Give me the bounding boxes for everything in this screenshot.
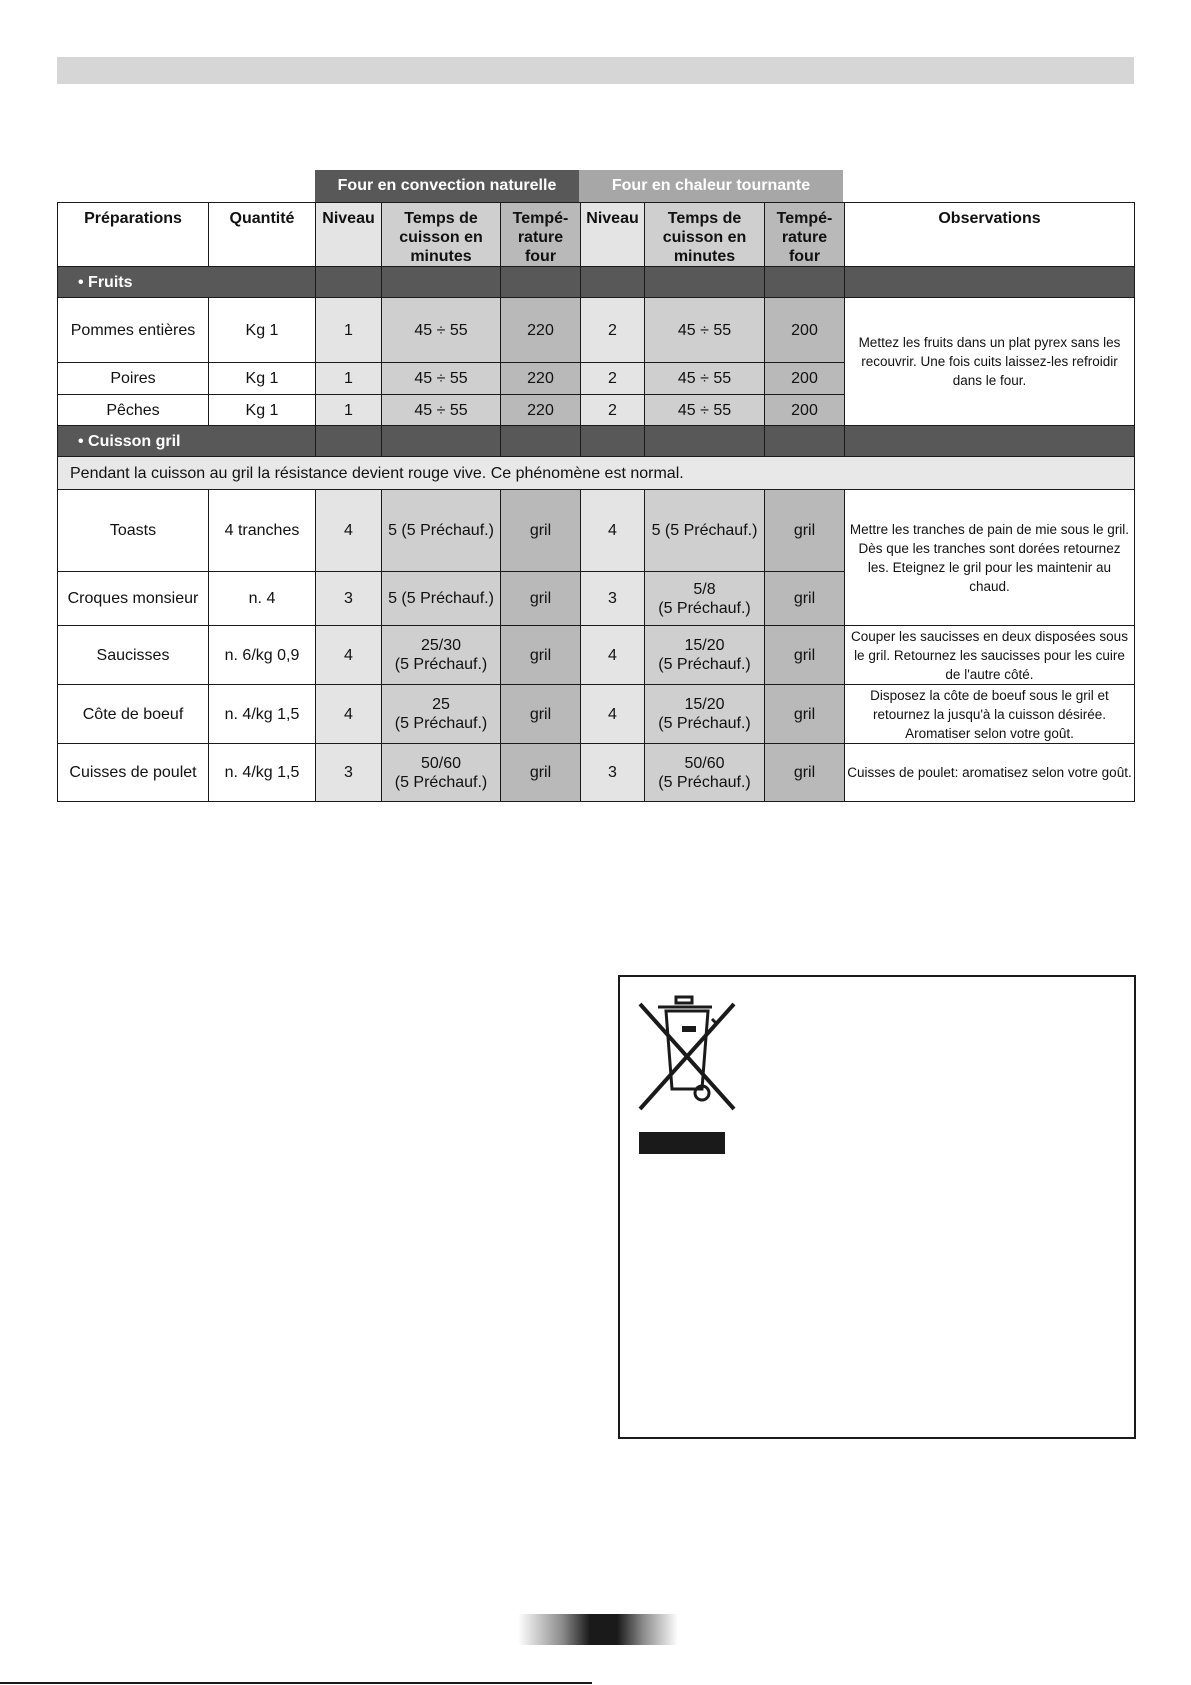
preheat-note: (5 Préchauf.)	[394, 656, 488, 673]
quantity: n. 4	[209, 572, 316, 626]
quantity: n. 4/kg 1,5	[209, 685, 316, 744]
temp-natural: 220	[501, 298, 581, 363]
time-natural: 45 ÷ 55	[382, 363, 501, 395]
level-fan: 2	[581, 298, 645, 363]
level-natural: 1	[316, 298, 382, 363]
prep-name: Côte de boeuf	[58, 685, 209, 744]
level-natural: 1	[316, 363, 382, 395]
table-row	[58, 744, 1135, 802]
time-value: 25/30	[420, 637, 462, 654]
temp-fan: 200	[765, 395, 845, 426]
time-natural	[382, 685, 501, 744]
observation-toasts: Mettre les tranches de pain de mie sous le gril. Dès que les tranches sont dorées retournez les. Eteignez le gril pour les maintenir au chaud.	[845, 490, 1135, 626]
quantity: n. 6/kg 0,9	[209, 626, 316, 685]
prep-name: Toasts	[58, 490, 209, 572]
temp-natural: 220	[501, 395, 581, 426]
temp-fan: 200	[765, 298, 845, 363]
weee-notice-box	[618, 975, 1136, 1439]
footer-rule	[0, 1682, 592, 1684]
time-fan: 45 ÷ 55	[645, 298, 765, 363]
temp-fan: 200	[765, 363, 845, 395]
time-natural: 5 (5 Préchauf.)	[382, 490, 501, 572]
time-fan	[645, 572, 765, 626]
weee-black-bar	[639, 1132, 725, 1154]
crossed-out-wheelie-bin-icon	[632, 989, 742, 1119]
temp-natural: gril	[501, 490, 581, 572]
temp-natural: gril	[501, 744, 581, 802]
col-header-preparations: Préparations	[58, 203, 209, 267]
temp-fan: gril	[765, 685, 845, 744]
table-row	[58, 685, 1135, 744]
col-header-temp-natural: Tempé- rature four	[501, 203, 581, 267]
prep-name: Poires	[58, 363, 209, 395]
time-fan: 45 ÷ 55	[645, 363, 765, 395]
level-natural: 4	[316, 626, 382, 685]
preheat-note: (5 Préchauf.)	[658, 599, 751, 617]
col-header-observations: Observations	[845, 203, 1135, 267]
temp-natural: gril	[501, 572, 581, 626]
table-row	[58, 298, 1135, 363]
col-header-level-fan: Niveau	[581, 203, 645, 267]
table-row	[58, 626, 1135, 685]
temp-fan: gril	[765, 490, 845, 572]
observation-chicken: Cuisses de poulet: aromatisez selon votre goût.	[845, 744, 1135, 802]
level-fan: 2	[581, 363, 645, 395]
col-header-time-natural: Temps de cuisson en minutes	[382, 203, 501, 267]
prep-name: Pommes entières	[58, 298, 209, 363]
time-natural	[382, 744, 501, 802]
level-natural: 3	[316, 744, 382, 802]
time-natural: 45 ÷ 55	[382, 395, 501, 426]
time-fan	[645, 744, 765, 802]
cooking-table	[57, 202, 1135, 802]
grill-note: Pendant la cuisson au gril la résistance devient rouge vive. Ce phénomène est normal.	[58, 457, 1135, 490]
level-fan: 2	[581, 395, 645, 426]
time-natural: 5 (5 Préchauf.)	[382, 572, 501, 626]
quantity: Kg 1	[209, 363, 316, 395]
column-header-row	[58, 203, 1135, 267]
level-fan: 4	[581, 626, 645, 685]
time-value: 50/60	[684, 754, 725, 772]
page-number-tab	[518, 1614, 678, 1645]
level-fan: 3	[581, 744, 645, 802]
preheat-note: (5 Préchauf.)	[658, 656, 751, 673]
time-value: 15/20	[684, 637, 725, 654]
time-fan: 5 (5 Préchauf.)	[645, 490, 765, 572]
prep-name: Cuisses de poulet	[58, 744, 209, 802]
quantity: Kg 1	[209, 298, 316, 363]
time-fan	[645, 685, 765, 744]
grill-note-row	[58, 457, 1135, 490]
level-natural: 3	[316, 572, 382, 626]
section-row-fruits	[58, 267, 1135, 298]
temp-natural: gril	[501, 685, 581, 744]
observation-fruits: Mettez les fruits dans un plat pyrex sans les recouvrir. Une fois cuits laissez-les refroidir dans le four.	[845, 298, 1135, 426]
preheat-note: (5 Préchauf.)	[658, 773, 751, 791]
table-row	[58, 490, 1135, 572]
time-fan	[645, 626, 765, 685]
quantity: n. 4/kg 1,5	[209, 744, 316, 802]
time-value: 50/60	[420, 754, 462, 772]
time-natural	[382, 626, 501, 685]
section-title-fruits: • Fruits	[58, 267, 316, 298]
col-header-level-natural: Niveau	[316, 203, 382, 267]
time-natural: 45 ÷ 55	[382, 298, 501, 363]
level-natural: 4	[316, 490, 382, 572]
time-value: 5/8	[693, 580, 716, 598]
temp-fan: gril	[765, 572, 845, 626]
temp-fan: gril	[765, 626, 845, 685]
level-fan: 4	[581, 490, 645, 572]
preheat-note: (5 Préchauf.)	[658, 715, 751, 732]
preheat-note: (5 Préchauf.)	[394, 773, 488, 791]
time-value: 15/20	[684, 696, 725, 713]
time-value: 25	[432, 696, 450, 713]
level-fan: 3	[581, 572, 645, 626]
observation-sausages: Couper les saucisses en deux disposées sous le gril. Retournez les saucisses pour les cuire de l'autre côté.	[845, 626, 1135, 685]
header-bar	[57, 57, 1134, 84]
quantity: Kg 1	[209, 395, 316, 426]
col-header-time-fan: Temps de cuisson en minutes	[645, 203, 765, 267]
time-fan: 45 ÷ 55	[645, 395, 765, 426]
prep-name: Saucisses	[58, 626, 209, 685]
temp-natural: gril	[501, 626, 581, 685]
level-fan: 4	[581, 685, 645, 744]
group-header-fan-oven: Four en chaleur tournante	[579, 170, 843, 202]
temp-fan: gril	[765, 744, 845, 802]
col-header-quantity: Quantité	[209, 203, 316, 267]
level-natural: 4	[316, 685, 382, 744]
prep-name: Pêches	[58, 395, 209, 426]
section-title-grill: • Cuisson gril	[58, 426, 316, 457]
quantity: 4 tranches	[209, 490, 316, 572]
level-natural: 1	[316, 395, 382, 426]
prep-name: Croques monsieur	[58, 572, 209, 626]
preheat-note: (5 Préchauf.)	[394, 715, 488, 732]
group-header-natural-convection: Four en convection naturelle	[315, 170, 579, 202]
section-row-grill	[58, 426, 1135, 457]
col-header-temp-fan: Tempé- rature four	[765, 203, 845, 267]
observation-beef: Disposez la côte de boeuf sous le gril et retournez la jusqu'à la cuisson désirée. Aromatiser selon votre goût.	[845, 685, 1135, 744]
temp-natural: 220	[501, 363, 581, 395]
